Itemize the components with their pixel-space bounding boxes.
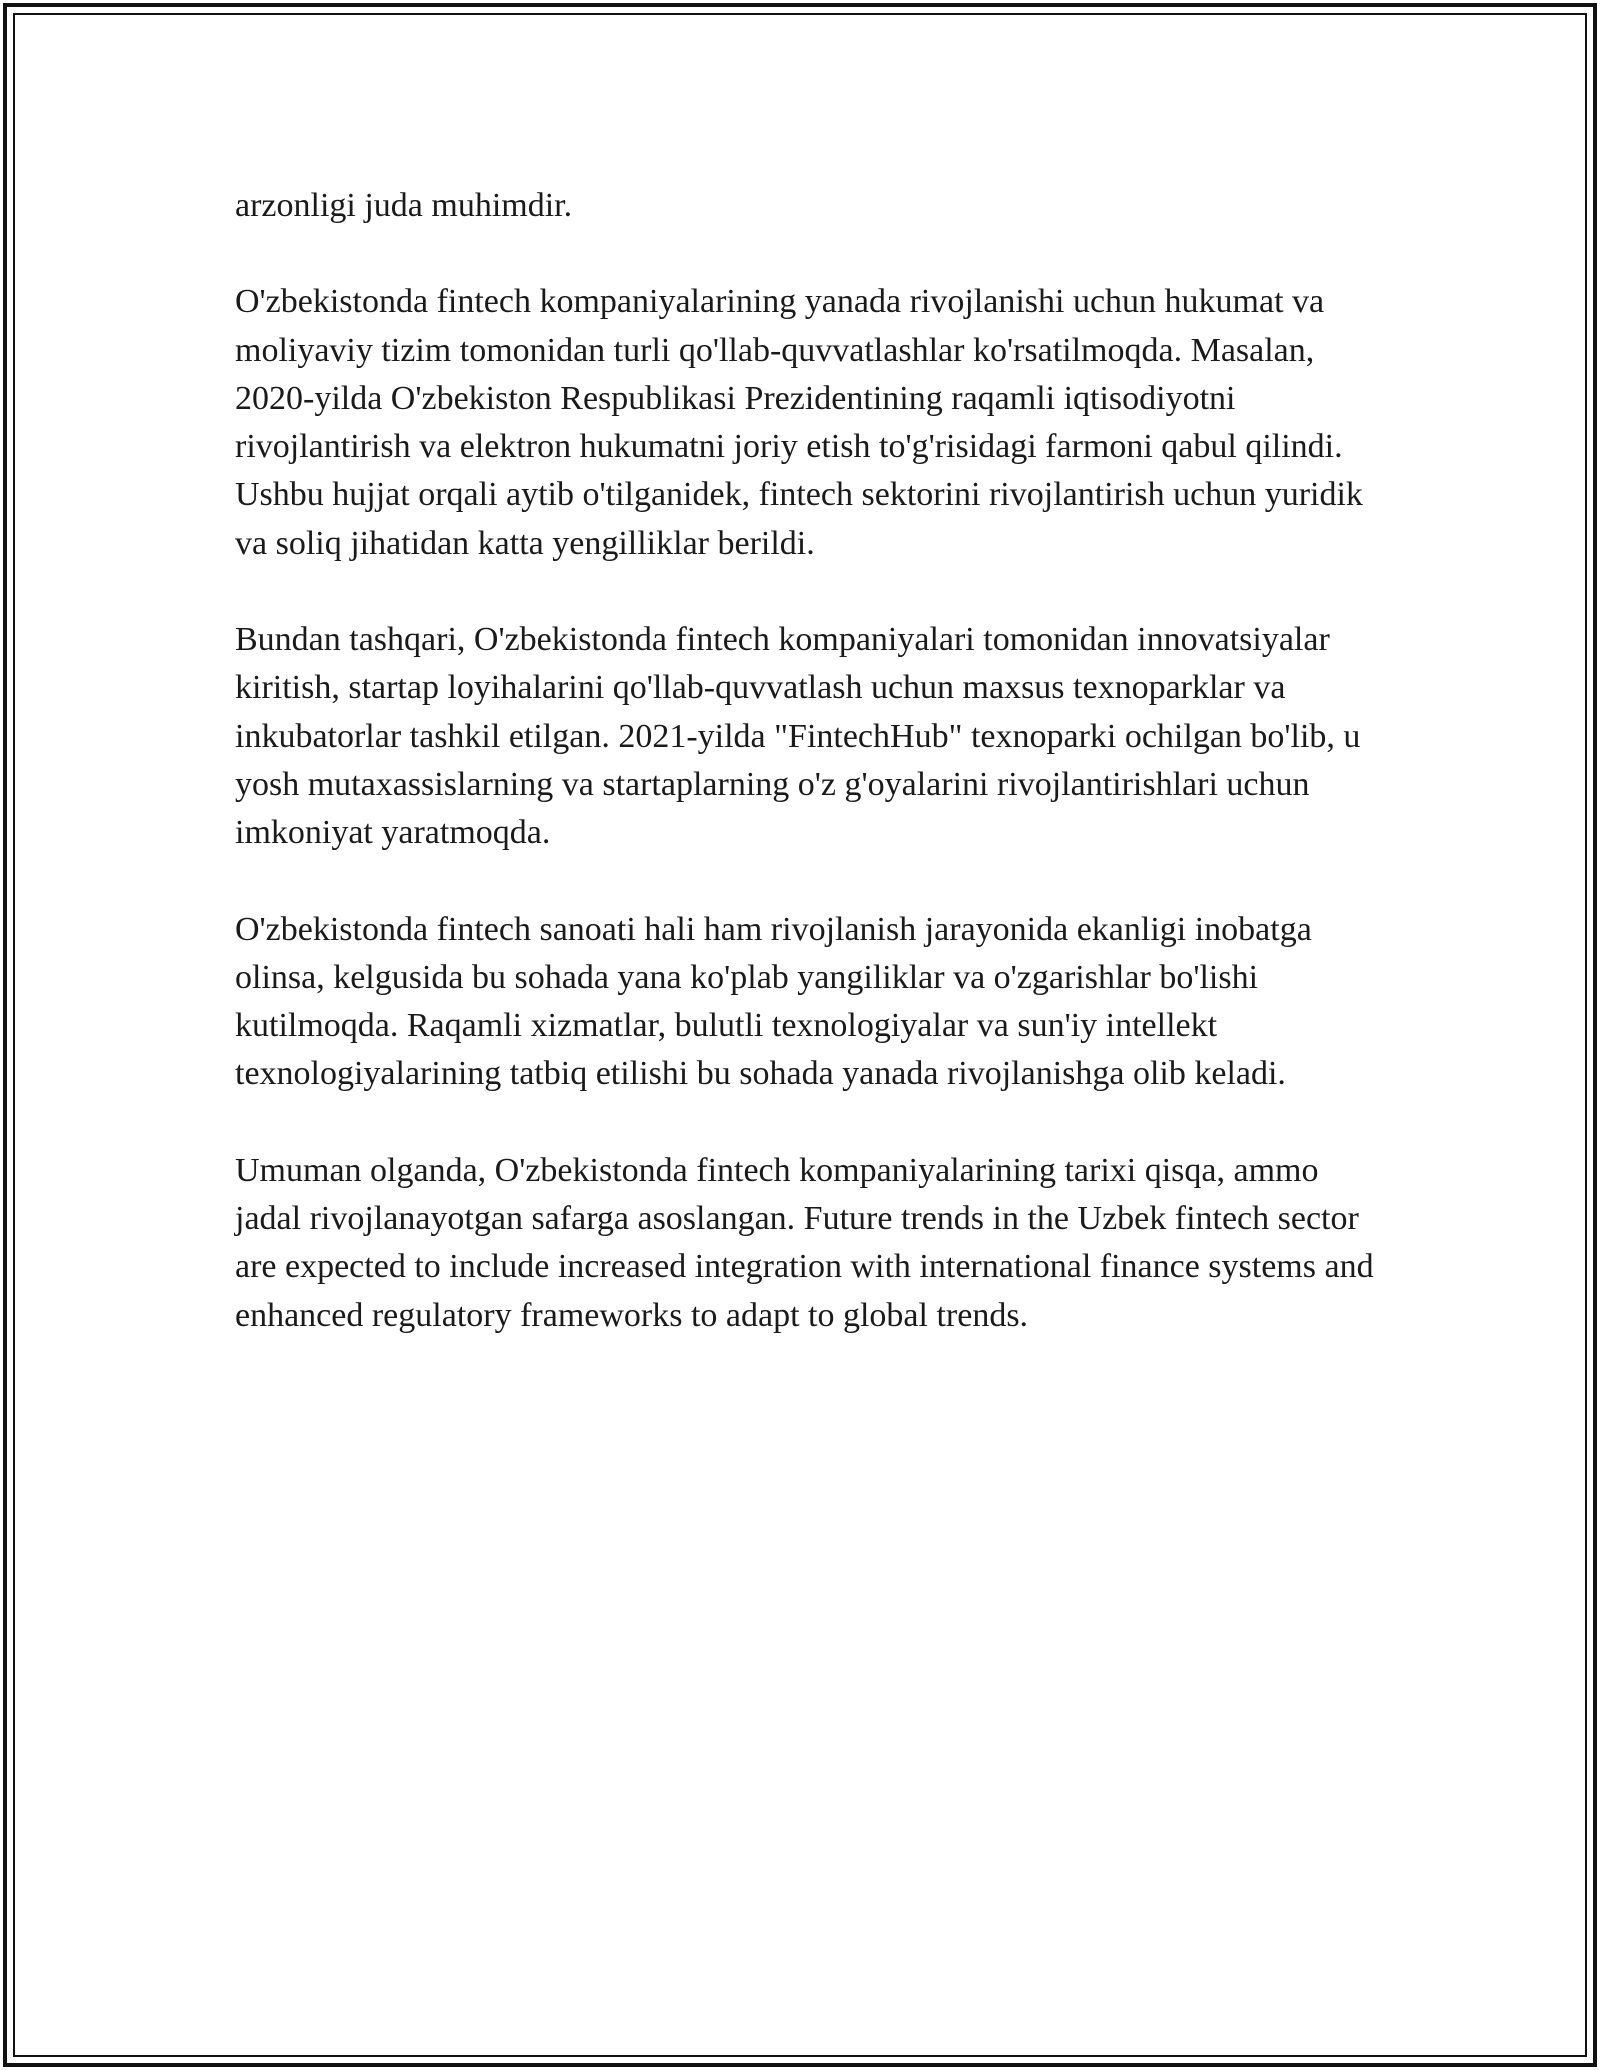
paragraph: O'zbekistonda fintech sanoati hali ham rivojlanish jarayonida ekanligi inobatga olinsa, kelgusida bu sohada yana ko'plab yangiliklar va o'zgarishlar bo'lishi kutilmoqda. Raqamli xizmatlar, bulutli texnologiyalar va sun'iy intellekt texnologiyalarining tatbiq etilishi bu sohada yanada rivojlanishga olib keladi.	[235, 910, 1312, 1093]
document-body	[235, 182, 1385, 1340]
paragraph: Bundan tashqari, O'zbekistonda fintech kompaniyalari tomonidan innovatsiyalar kiritish, startap loyihalarini qo'llab-quvvatlash uchun maxsus texnoparklar va inkubatorlar tashkil etilgan. 2021-yilda "FintechHub" texnoparki ochilgan bo'lib, u yosh mutaxassislarning va startaplarning o'z g'oyalarini rivojlantirishlari uchun imkoniyat yaratmoqda.	[235, 621, 1361, 852]
paragraph: Umuman olganda, O'zbekistonda fintech kompaniyalarining tarixi qisqa, ammo jadal rivojlanayotgan safarga asoslangan. Future trends in the Uzbek fintech sector are expected to include increased integration with international finance systems and enhanced regulatory frameworks to adapt to global trends.	[235, 1151, 1374, 1334]
paragraph: O'zbekistonda fintech kompaniyalarining yanada rivojlanishi uchun hukumat va moliyaviy tizim tomonidan turli qo'llab-quvvatlashlar ko'rsatilmoqda. Masalan, 2020-yilda O'zbekiston Respublikasi Prezidentining raqamli iqtisodiyotni rivojlantirish va elektron hukumatni joriy etish to'g'risidagi farmoni qabul qilindi. Ushbu hujjat orqali aytib o'tilganidek, fintech sektorini rivojlantirish uchun yuridik va soliq jihatidan katta yengilliklar berildi.	[235, 283, 1363, 562]
paragraph: arzonligi juda muhimdir.	[235, 187, 573, 224]
